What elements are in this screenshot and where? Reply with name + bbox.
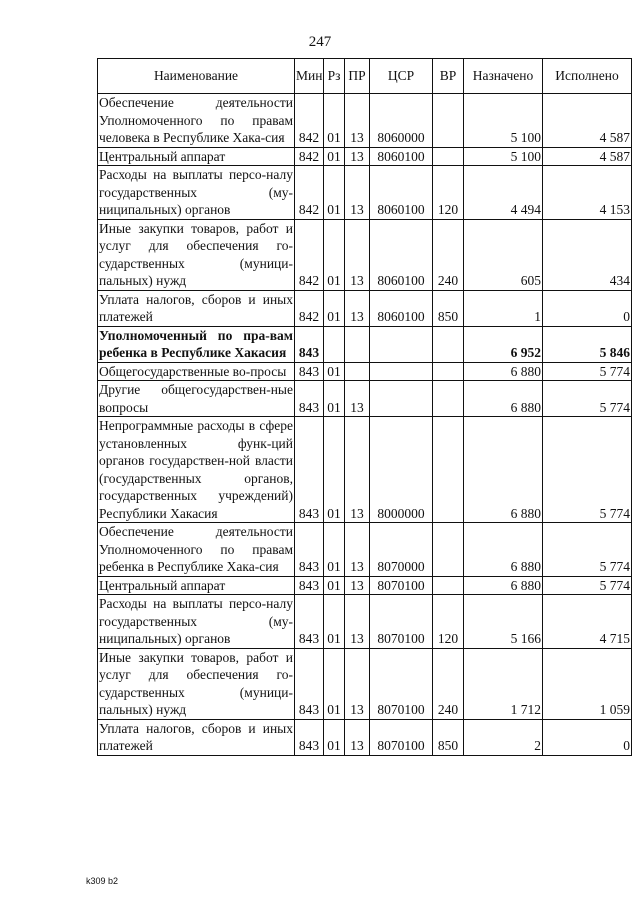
cell-csr: 8070100: [370, 719, 433, 755]
cell-name: Центральный аппарат: [98, 576, 295, 595]
cell-csr: 8070000: [370, 523, 433, 577]
cell-name: Уполномоченный по пра-вам ребенка в Республике Хакасия: [99, 327, 293, 360]
cell-rz: 01: [324, 648, 345, 719]
cell-ispolneno: 5 774: [543, 576, 632, 595]
table-row: [98, 94, 632, 148]
table-header-row: [98, 59, 632, 94]
cell-rz: [324, 326, 345, 362]
cell-pr: 13: [345, 719, 370, 755]
cell-naznacheno: 605: [464, 219, 543, 290]
table-row: [98, 576, 632, 595]
table-row: [98, 417, 632, 523]
cell-vr: [433, 326, 464, 362]
cell-csr: [370, 362, 433, 381]
cell-rz: 01: [324, 381, 345, 417]
cell-pr: 13: [345, 147, 370, 166]
cell-csr: 8060100: [370, 290, 433, 326]
cell-rz: 01: [324, 719, 345, 755]
cell-rz: 01: [324, 94, 345, 148]
cell-name: Обеспечение деятельности Уполномоченного по правам человека в Республике Хака-сия: [99, 95, 293, 145]
header-vr: ВР: [433, 59, 464, 94]
cell-ispolneno: 434: [543, 219, 632, 290]
cell-csr: 8060100: [370, 166, 433, 220]
table-row: [98, 326, 632, 362]
cell-rz: 01: [324, 147, 345, 166]
header-rz: Рз: [324, 59, 345, 94]
cell-ispolneno: 5 774: [543, 381, 632, 417]
cell-vr: [433, 381, 464, 417]
cell-min: 843: [295, 595, 324, 649]
cell-name: Иные закупки товаров, работ и услуг для обеспечения го-сударственных (муници-пальных) нужд: [99, 220, 293, 288]
cell-rz: 01: [324, 417, 345, 523]
cell-name: Обеспечение деятельности Уполномоченного по правам ребенка в Республике Хака-сия: [99, 524, 293, 574]
cell-ispolneno: 0: [543, 290, 632, 326]
cell-ispolneno: 5 846: [543, 326, 632, 362]
cell-min: 843: [295, 417, 324, 523]
cell-ispolneno: 4 153: [543, 166, 632, 220]
cell-vr: 120: [433, 166, 464, 220]
header-pr: ПР: [345, 59, 370, 94]
cell-vr: [433, 94, 464, 148]
cell-vr: [433, 362, 464, 381]
cell-naznacheno: 1: [464, 290, 543, 326]
cell-csr: 8070100: [370, 576, 433, 595]
cell-naznacheno: 5 166: [464, 595, 543, 649]
cell-vr: [433, 417, 464, 523]
table-row: [98, 362, 632, 381]
footer-code: k309 b2: [86, 876, 119, 886]
table-row: [98, 648, 632, 719]
cell-pr: 13: [345, 219, 370, 290]
cell-pr: 13: [345, 417, 370, 523]
table-row: [98, 147, 632, 166]
table-row: [98, 595, 632, 649]
table-row: [98, 523, 632, 577]
table-row: [98, 219, 632, 290]
cell-rz: 01: [324, 362, 345, 381]
cell-csr: 8060000: [370, 94, 433, 148]
cell-naznacheno: 4 494: [464, 166, 543, 220]
cell-vr: [433, 147, 464, 166]
cell-vr: 120: [433, 595, 464, 649]
budget-table: [97, 58, 632, 756]
cell-min: 843: [295, 648, 324, 719]
cell-naznacheno: 6 880: [464, 381, 543, 417]
header-name: Наименование: [98, 59, 295, 94]
cell-pr: 13: [345, 523, 370, 577]
cell-vr: [433, 523, 464, 577]
cell-csr: [370, 381, 433, 417]
table-row: [98, 166, 632, 220]
cell-naznacheno: 2: [464, 719, 543, 755]
cell-rz: 01: [324, 523, 345, 577]
header-min: Мин: [295, 59, 324, 94]
cell-rz: 01: [324, 166, 345, 220]
cell-pr: [345, 362, 370, 381]
table-row: [98, 290, 632, 326]
cell-pr: 13: [345, 595, 370, 649]
cell-naznacheno: 6 880: [464, 523, 543, 577]
cell-min: 843: [295, 576, 324, 595]
cell-csr: 8070100: [370, 595, 433, 649]
cell-min: 843: [295, 381, 324, 417]
cell-ispolneno: 5 774: [543, 362, 632, 381]
cell-vr: 850: [433, 290, 464, 326]
cell-name: Расходы на выплаты персо-налу государственных (му-ниципальных) органов: [99, 167, 293, 217]
cell-min: 843: [295, 326, 324, 362]
cell-naznacheno: 6 952: [464, 326, 543, 362]
cell-vr: [433, 576, 464, 595]
cell-min: 842: [295, 219, 324, 290]
cell-min: 842: [295, 166, 324, 220]
header-ispolneno: Исполнено: [543, 59, 632, 94]
cell-csr: [370, 326, 433, 362]
header-csr: ЦСР: [370, 59, 433, 94]
cell-min: 843: [295, 719, 324, 755]
cell-min: 842: [295, 290, 324, 326]
cell-ispolneno: 1 059: [543, 648, 632, 719]
cell-naznacheno: 5 100: [464, 94, 543, 148]
cell-name: Другие общегосударствен-ные вопросы: [99, 382, 293, 415]
cell-pr: 13: [345, 648, 370, 719]
cell-rz: 01: [324, 595, 345, 649]
cell-naznacheno: 6 880: [464, 417, 543, 523]
cell-ispolneno: 4 587: [543, 147, 632, 166]
cell-naznacheno: 1 712: [464, 648, 543, 719]
cell-pr: [345, 326, 370, 362]
cell-ispolneno: 4 715: [543, 595, 632, 649]
cell-rz: 01: [324, 576, 345, 595]
table-row: [98, 381, 632, 417]
cell-csr: 8000000: [370, 417, 433, 523]
cell-name: Непрограммные расходы в сфере установленных функ-ций органов государствен-ной власти (государственных органов, государственных учреждений) Республики Хакасия: [99, 418, 293, 521]
cell-naznacheno: 6 880: [464, 576, 543, 595]
cell-name: Иные закупки товаров, работ и услуг для обеспечения го-сударственных (муници-пальных) нужд: [99, 649, 293, 717]
cell-pr: 13: [345, 94, 370, 148]
cell-rz: 01: [324, 219, 345, 290]
cell-name: Центральный аппарат: [98, 147, 295, 166]
cell-ispolneno: 5 774: [543, 523, 632, 577]
cell-min: 842: [295, 147, 324, 166]
cell-pr: 13: [345, 576, 370, 595]
cell-name: Расходы на выплаты персо-налу государственных (му-ниципальных) органов: [99, 596, 293, 646]
cell-vr: 850: [433, 719, 464, 755]
cell-name: Общегосударственные во-просы: [98, 362, 295, 381]
cell-vr: 240: [433, 219, 464, 290]
cell-vr: 240: [433, 648, 464, 719]
cell-rz: 01: [324, 290, 345, 326]
cell-naznacheno: 6 880: [464, 362, 543, 381]
cell-name: Уплата налогов, сборов и иных платежей: [99, 291, 293, 324]
cell-ispolneno: 5 774: [543, 417, 632, 523]
cell-name: Уплата налогов, сборов и иных платежей: [99, 720, 293, 753]
cell-min: 842: [295, 94, 324, 148]
table-row: [98, 719, 632, 755]
page-number: 247: [308, 34, 332, 50]
cell-min: 843: [295, 362, 324, 381]
cell-pr: 13: [345, 166, 370, 220]
cell-csr: 8070100: [370, 648, 433, 719]
cell-ispolneno: 4 587: [543, 94, 632, 148]
cell-pr: 13: [345, 290, 370, 326]
header-naznacheno: Назначено: [464, 59, 543, 94]
cell-csr: 8060100: [370, 219, 433, 290]
cell-ispolneno: 0: [543, 719, 632, 755]
cell-pr: 13: [345, 381, 370, 417]
cell-naznacheno: 5 100: [464, 147, 543, 166]
cell-csr: 8060100: [370, 147, 433, 166]
cell-min: 843: [295, 523, 324, 577]
